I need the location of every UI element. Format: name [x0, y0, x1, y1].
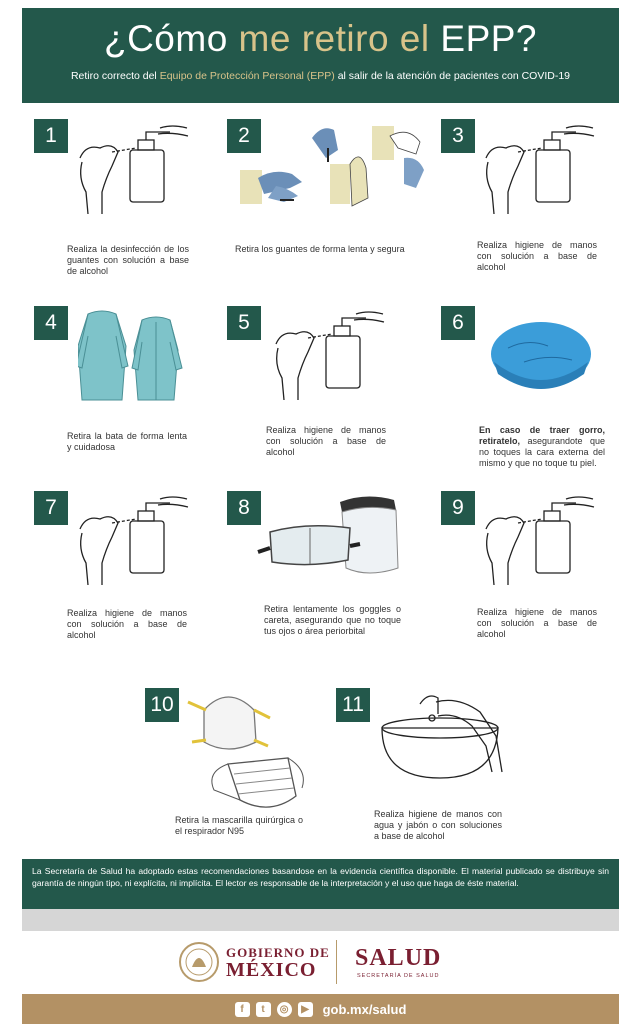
step-number-5: 5 — [227, 306, 261, 340]
hand-sanitizer-icon — [268, 308, 388, 403]
page-title: ¿Cómo me retiro el EPP? — [103, 18, 538, 59]
step-number-6: 6 — [441, 306, 475, 340]
mexico-seal-icon — [178, 939, 220, 985]
step-caption-7: Realiza higiene de manos con solución a base de alcohol — [67, 608, 187, 640]
gobierno-logo: GOBIERNO DE MÉXICO — [226, 945, 330, 981]
handwashing-sink-icon — [376, 682, 504, 782]
step-number-1: 1 — [34, 119, 68, 153]
website-link[interactable]: gob.mx/salud — [322, 1001, 407, 1017]
divider-bar — [22, 909, 619, 931]
cap-icon — [488, 318, 594, 394]
gown-icon — [78, 306, 188, 404]
step-number-8: 8 — [227, 491, 261, 525]
step-caption-11: Realiza higiene de manos con agua y jabón o con soluciones a base de alcohol — [374, 809, 502, 841]
page-subtitle: Retiro correcto del Equipo de Protección Personal (EPP) al salir de la atención de pacientes con COVID-19 — [70, 70, 571, 82]
step-caption-6: En caso de traer gorro, retiratelo, asegurandote que no toques la cara externa del mismo y que no toque tu piel. — [479, 425, 605, 468]
instagram-icon[interactable]: ◎ — [277, 1002, 292, 1017]
step-number-7: 7 — [34, 491, 68, 525]
step-caption-8: Retira lentamente los goggles o careta, asegurando que no toque tus ojos o área periorbital — [264, 604, 401, 636]
logos-section — [0, 935, 641, 990]
step-caption-9: Realiza higiene de manos con solución a base de alcohol — [477, 607, 597, 639]
step-number-2: 2 — [227, 119, 261, 153]
twitter-icon[interactable]: t — [256, 1002, 271, 1017]
hand-sanitizer-icon — [72, 122, 192, 217]
step-caption-1: Realiza la desinfección de los guantes con solución a base de alcohol — [67, 244, 189, 276]
header-banner — [22, 8, 619, 103]
step-caption-3: Realiza higiene de manos con solución a base de alcohol — [477, 240, 597, 272]
step-number-4: 4 — [34, 306, 68, 340]
step-caption-4: Retira la bata de forma lenta y cuidadosa — [67, 431, 187, 452]
gloves-removal-icon — [240, 118, 430, 223]
step-number-11: 11 — [336, 688, 370, 722]
salud-subtitle: SECRETARÍA DE SALUD — [357, 973, 440, 979]
youtube-icon[interactable]: ▶ — [298, 1002, 313, 1017]
step-number-3: 3 — [441, 119, 475, 153]
salud-logo: SALUD — [355, 945, 442, 971]
hand-sanitizer-icon — [478, 122, 598, 217]
hand-sanitizer-icon — [72, 493, 192, 588]
facebook-icon[interactable]: f — [235, 1002, 250, 1017]
hand-sanitizer-icon — [478, 493, 598, 588]
step-caption-10: Retira la mascarilla quirúrgica o el respirador N95 — [175, 815, 303, 836]
step-caption-2: Retira los guantes de forma lenta y segura — [235, 244, 405, 254]
disclaimer-text: La Secretaría de Salud ha adoptado estas recomendaciones basandose en la evidencia científica disponible. El material publicado se distribuye sin garantía de ningún tipo, ni explícita, ni implícita. El lector es responsable de la interpretación y el uso que haga de éste material. — [22, 859, 619, 909]
step-number-9: 9 — [441, 491, 475, 525]
goggles-faceshield-icon — [256, 490, 406, 582]
logo-separator — [336, 940, 337, 984]
step-caption-5: Realiza higiene de manos con solución a base de alcohol — [266, 425, 386, 457]
step-number-10: 10 — [145, 688, 179, 722]
mask-respirator-icon — [184, 680, 314, 815]
footer-bar — [22, 994, 619, 1024]
